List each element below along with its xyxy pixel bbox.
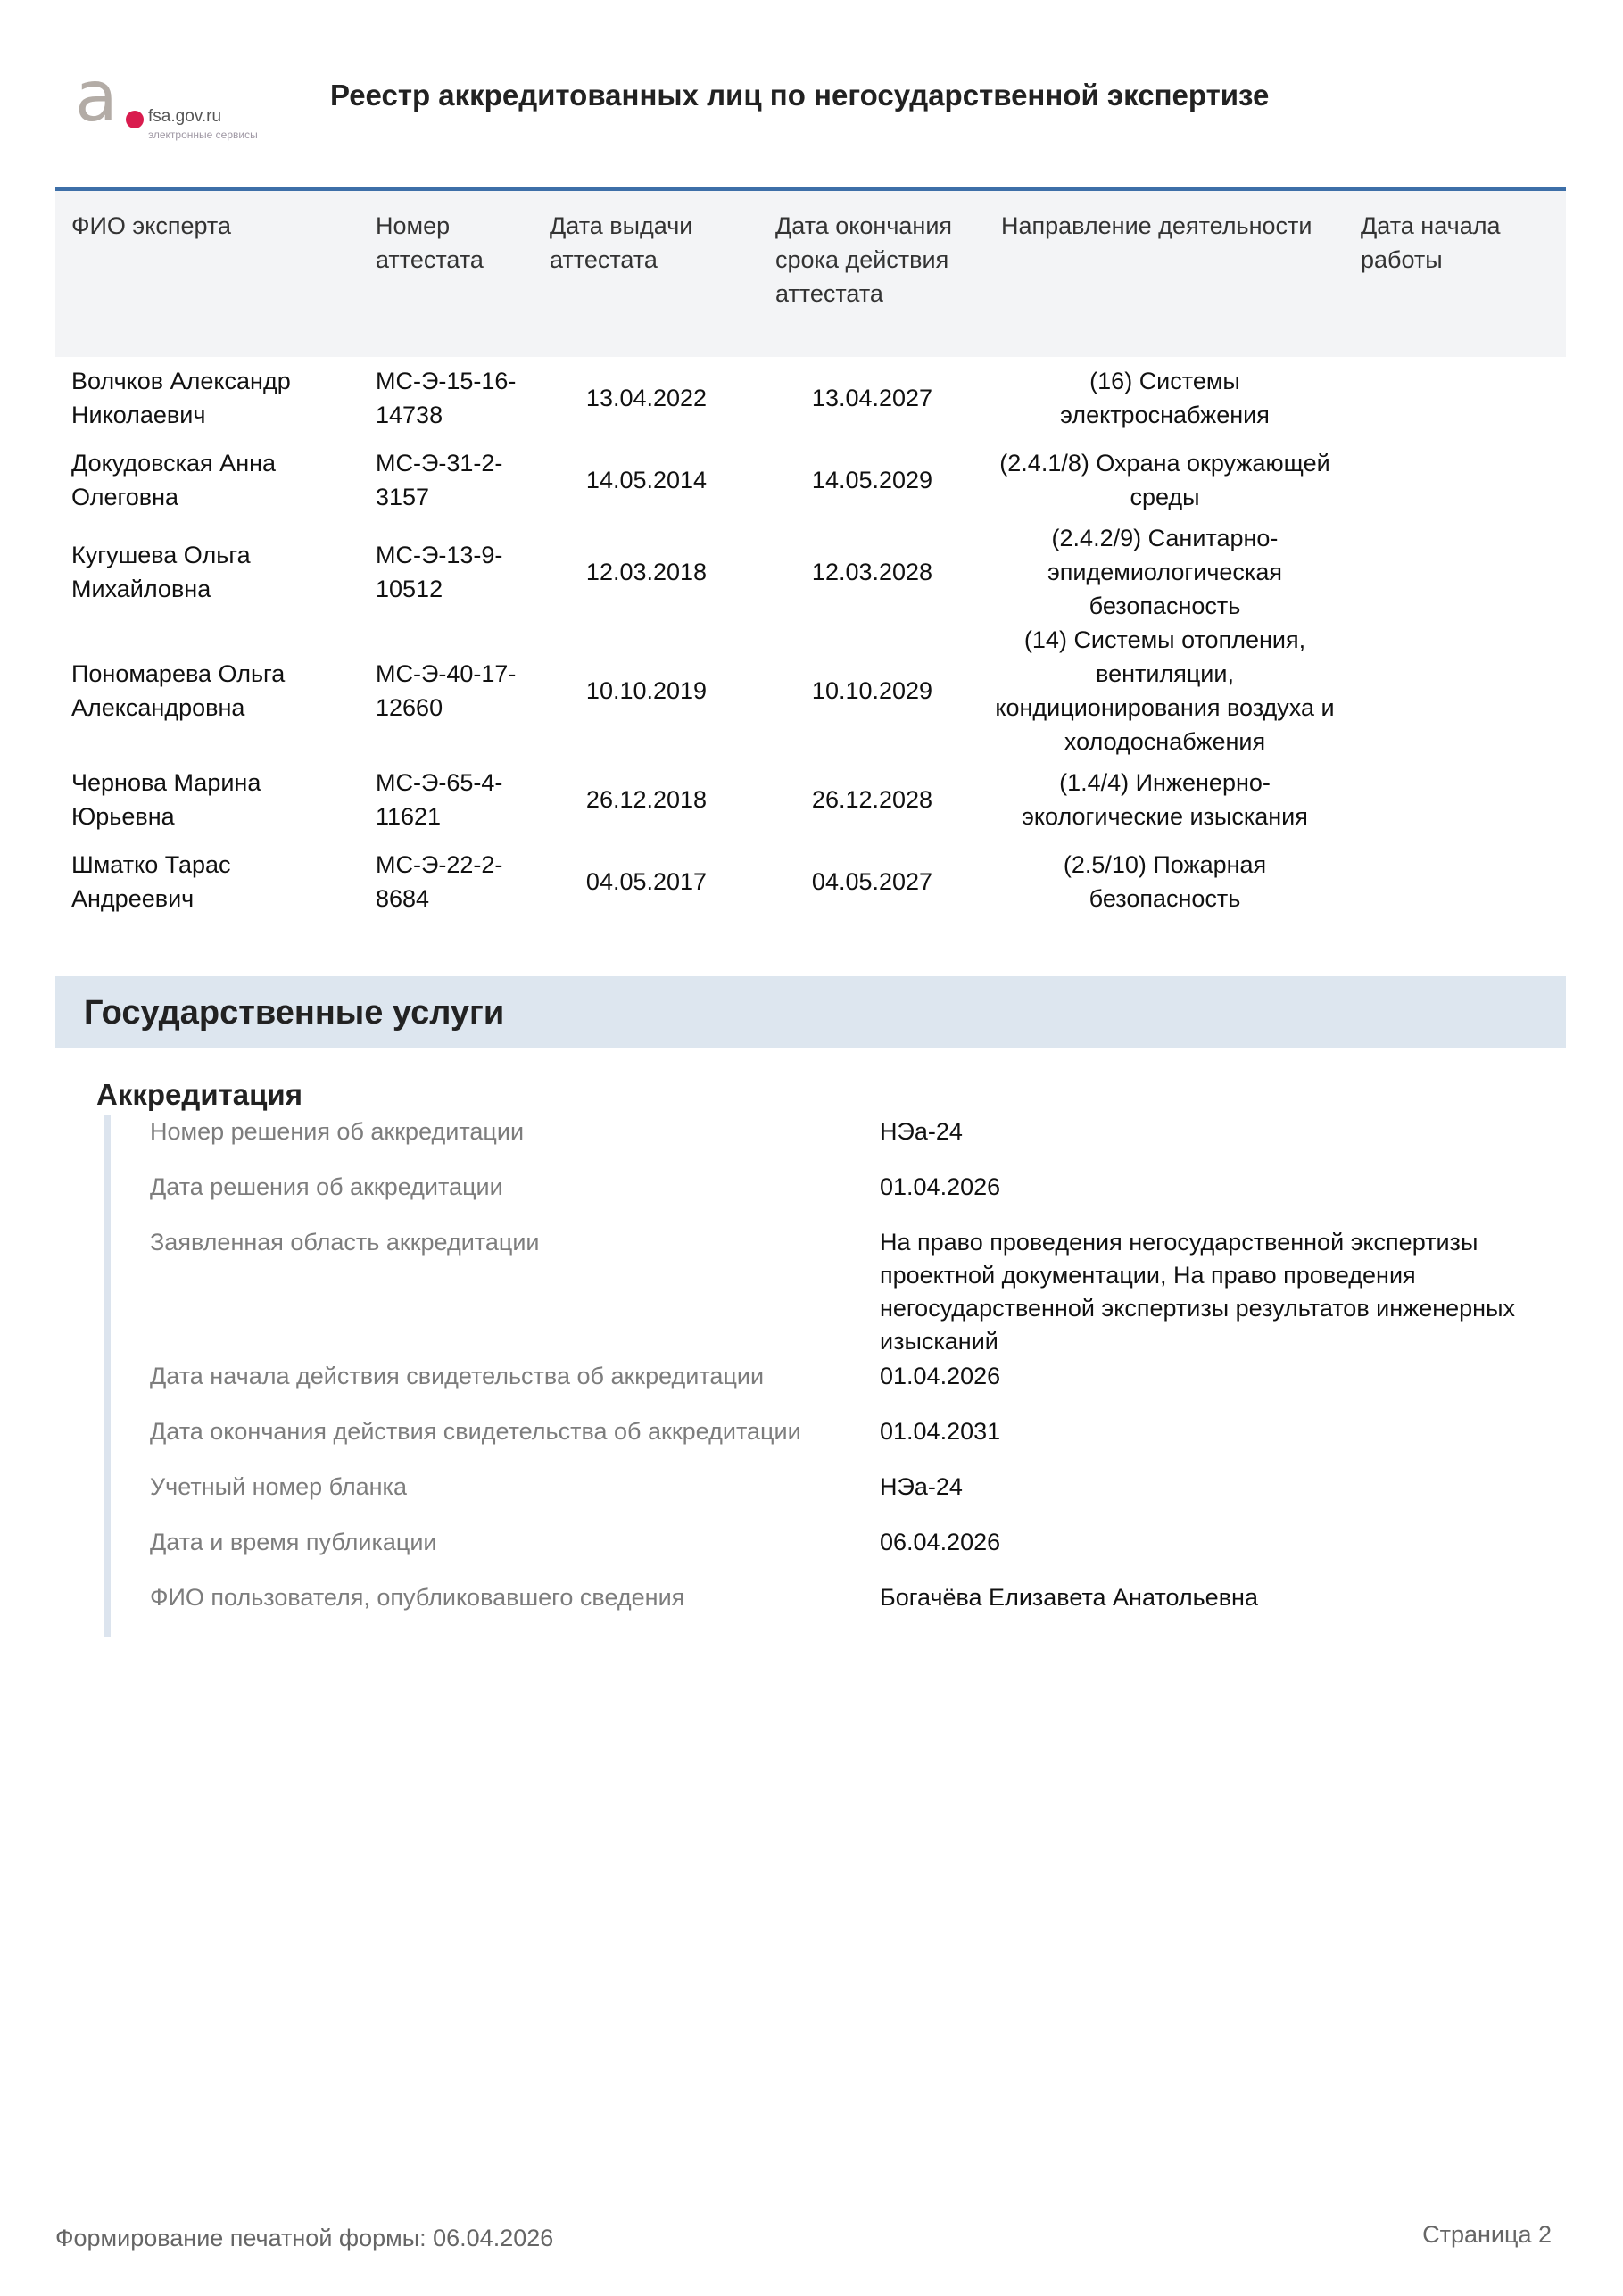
accreditation-title: Аккредитация: [96, 1078, 302, 1111]
page-header: [0, 0, 1623, 187]
cell-cert-number: МС-Э-31-2-3157: [376, 450, 503, 510]
cell-start-date: [1345, 623, 1566, 758]
field-value: На право проведения негосударственной экспертизы проектной документации, На право проведения негосударственной экспертизы результатов инженерных изысканий: [880, 1229, 1515, 1355]
field-value: НЭа-24: [880, 1118, 963, 1145]
cell-expert-name: Чернова Марина Юрьевна: [71, 769, 261, 830]
cell-direction: (14) Системы отопления, вентиляции, кондиционирования воздуха и холодоснабжения: [995, 626, 1335, 755]
cell-direction: (1.4/4) Инженерно-экологические изыскания: [1022, 769, 1308, 830]
print-form-date: Формирование печатной формы: 06.04.2026: [55, 2225, 554, 2251]
field-value: 01.04.2031: [880, 1418, 1001, 1445]
accreditation-left-border: [104, 1115, 111, 1637]
logo-dot-icon: [126, 111, 144, 128]
table-row: [55, 623, 1566, 758]
field-label: Дата и время публикации: [150, 1529, 437, 1555]
header-expiry-date: Дата окончания срока действия аттестата: [759, 191, 985, 357]
accreditation-fields: [150, 1115, 1569, 1637]
cell-start-date: [1345, 521, 1566, 623]
cell-expiry-date: 10.10.2029: [811, 677, 933, 704]
logo-subtitle: электронные сервисы: [148, 128, 258, 141]
cell-direction: (2.4.2/9) Санитарно-эпидемиологическая безопасность: [1047, 525, 1282, 619]
cell-cert-number: МС-Э-40-17-12660: [376, 660, 517, 721]
cell-expert-name: Кугушева Ольга Михайловна: [71, 542, 251, 602]
services-section-header: [55, 976, 1566, 1048]
table-header-row: [55, 191, 1566, 357]
header-start-date: Дата начала работы: [1345, 191, 1566, 357]
cell-expiry-date: 04.05.2027: [811, 868, 933, 895]
field-row: [150, 1415, 1569, 1471]
cell-direction: (16) Системы электроснабжения: [1060, 368, 1270, 428]
field-value: 01.04.2026: [880, 1363, 1001, 1389]
cell-cert-number: МС-Э-13-9-10512: [376, 542, 503, 602]
cell-expiry-date: 14.05.2029: [811, 467, 933, 493]
cell-expiry-date: 12.03.2028: [811, 559, 933, 585]
cell-expiry-date: 13.04.2027: [811, 385, 933, 411]
page-number: Страница 2: [1422, 2221, 1552, 2248]
cell-issue-date: 14.05.2014: [585, 467, 708, 493]
cell-direction: (2.5/10) Пожарная безопасность: [1063, 851, 1267, 912]
cell-start-date: [1345, 439, 1566, 521]
field-row: [150, 1581, 1569, 1637]
table-row: [55, 357, 1566, 439]
field-label: Дата решения об аккредитации: [150, 1173, 503, 1200]
table-row: [55, 758, 1566, 841]
cell-expiry-date: 26.12.2028: [811, 786, 933, 813]
fsa-logo[interactable]: [75, 57, 289, 145]
field-label: Дата начала действия свидетельства об аккредитации: [150, 1363, 765, 1389]
logo-a-icon: а: [75, 57, 118, 137]
cell-expert-name: Волчков Александр Николаевич: [71, 368, 291, 428]
header-cert-number: Номер аттестата: [360, 191, 534, 357]
cell-expert-name: Шматко Тарас Андреевич: [71, 851, 231, 912]
cell-start-date: [1345, 758, 1566, 841]
cell-cert-number: МС-Э-15-16-14738: [376, 368, 517, 428]
table-row: [55, 841, 1566, 923]
field-label: ФИО пользователя, опубликовавшего сведения: [150, 1584, 685, 1611]
cell-expert-name: Докудовская Анна Олеговна: [71, 450, 277, 510]
cell-start-date: [1345, 841, 1566, 923]
field-row: [150, 1471, 1569, 1526]
cell-issue-date: 04.05.2017: [585, 868, 708, 895]
logo-domain: fsa.gov.ru: [148, 107, 222, 126]
cell-cert-number: МС-Э-22-2-8684: [376, 851, 503, 912]
cell-issue-date: 12.03.2018: [585, 559, 708, 585]
table-row: [55, 439, 1566, 521]
field-label: Заявленная область аккредитации: [150, 1229, 540, 1256]
field-value: Богачёва Елизавета Анатольевна: [880, 1584, 1258, 1611]
header-expert-name: ФИО эксперта: [55, 191, 360, 357]
field-row: [150, 1526, 1569, 1581]
cell-expert-name: Пономарева Ольга Александровна: [71, 660, 286, 721]
field-label: Дата окончания действия свидетельства об аккредитации: [150, 1418, 801, 1445]
field-row: [150, 1115, 1569, 1171]
field-label: Номер решения об аккредитации: [150, 1118, 525, 1145]
cell-issue-date: 10.10.2019: [585, 677, 708, 704]
cell-start-date: [1345, 357, 1566, 439]
field-value: НЭа-24: [880, 1473, 963, 1500]
services-section-title: Государственные услуги: [84, 994, 505, 1032]
field-value: 06.04.2026: [880, 1529, 1001, 1555]
header-issue-date: Дата выдачи аттестата: [534, 191, 759, 357]
header-direction: Направление деятельности: [985, 191, 1345, 357]
field-label: Учетный номер бланка: [150, 1473, 407, 1500]
cell-direction: (2.4.1/8) Охрана окружающей среды: [999, 450, 1330, 510]
cell-issue-date: 26.12.2018: [585, 786, 708, 813]
cell-cert-number: МС-Э-65-4-11621: [376, 769, 503, 830]
field-row: [150, 1360, 1569, 1415]
field-row: [150, 1226, 1569, 1360]
table-row: [55, 521, 1566, 623]
field-row: [150, 1171, 1569, 1226]
experts-table-container: [55, 187, 1566, 923]
experts-table: [55, 191, 1566, 923]
document-title: Реестр аккредитованных лиц по негосударственной экспертизе: [330, 79, 1270, 112]
field-value: 01.04.2026: [880, 1173, 1001, 1200]
cell-issue-date: 13.04.2022: [585, 385, 708, 411]
